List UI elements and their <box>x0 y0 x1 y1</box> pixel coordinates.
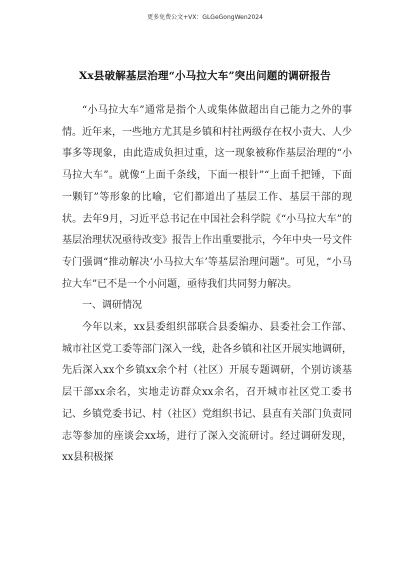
document-body <box>62 100 352 469</box>
header-note: 更多免费公文+VX：GLGeGongWen2024 <box>147 14 263 21</box>
intro-paragraph: “小马拉大车”通常是指个人或集体做超出自己能力之外的事情。近年来，一些地方尤其是乡镇和村社两级存在权小责大、人少事多等现象，由此造成负担过重，这一现象被称作基层治理的“小马拉大车”。就像“上面千条线，下面一根针”“上面千把锤，下面一颗钉”等形象的比喻，它们都道出了基层工作、基层干部的现状。去年9月，习近平总书记在中国社会科学院《“小马拉大车”的基层治理状况亟待改变》报告上作出重要批示，今年中央一号文件专门强调“推动解决‘小马拉大车’等基层治理问题”。可见，“小马拉大车”已不是一个小问题，亟待我们共同努力解决。 <box>62 105 352 290</box>
section-paragraph: 今年以来，xx县委组织部联合县委编办、县委社会工作部、城市社区党工委等部门深入一线，赴各乡镇和社区开展实地调研，先后深入xx个乡镇xx余个村（社区）开展专题调研，个别访谈基层干部xx余名，实地走访群众xx余名，召开城市社区党工委书记、乡镇党委书记、村（社区）党组织书记、县直有关部门负责同志等参加的座谈会xx场，进行了深入交流研讨。经过调研发现，xx县积极探 <box>62 322 352 464</box>
document-title: Xx县破解基层治理“小马拉大车”突出问题的调研报告 <box>79 70 331 82</box>
section-heading: 一、调研情况 <box>82 300 142 312</box>
